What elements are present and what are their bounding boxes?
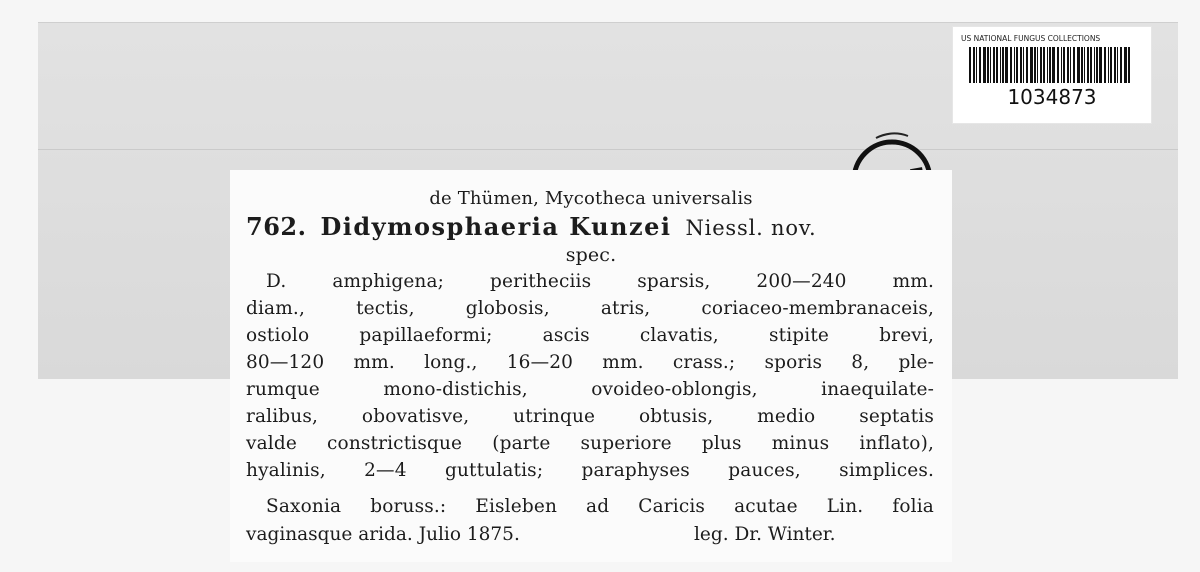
barcode-bars — [969, 47, 1135, 83]
specimen-label — [230, 170, 952, 562]
description-line: rumque mono-distichis, ovoideo-oblongis, inaequilate- — [246, 379, 934, 400]
description-line: valde constrictisque (parte superiore plus minus inflato), — [246, 433, 934, 454]
label-header: de Thümen, Mycotheca universalis — [429, 188, 753, 209]
locality-line: Saxonia boruss.: Eisleben ad Caricis acutae Lin. folia — [266, 496, 934, 517]
collector: leg. Dr. Winter. — [694, 524, 836, 545]
locality-line-end: vaginasque arida. Julio 1875. — [246, 524, 520, 545]
description-line: D. amphigena; peritheciis sparsis, 200—240 mm. — [266, 271, 934, 292]
specimen-number: 762. — [246, 212, 307, 241]
packet-fold-line — [38, 149, 1178, 150]
description-line: ostiolo papillaeformi; ascis clavatis, stipite brevi, — [246, 325, 934, 346]
barcode-collection-name: US NATIONAL FUNGUS COLLECTIONS — [961, 34, 1101, 43]
description-line: 80—120 mm. long., 16—20 mm. crass.; sporis 8, ple- — [246, 352, 934, 373]
barcode-number: 1034873 — [1007, 85, 1097, 109]
description-line: ralibus, obovatisve, utrinque obtusis, medio septatis — [246, 406, 934, 427]
description-line: diam., tectis, globosis, atris, coriaceo-membranaceis, — [246, 298, 934, 319]
label-title — [246, 212, 934, 241]
barcode-label — [952, 26, 1152, 124]
label-spec: spec. — [565, 244, 617, 266]
species-name: Didymosphaeria Kunzei — [320, 212, 672, 241]
description-line: hyalinis, 2—4 guttulatis; paraphyses pauces, simplices. — [246, 460, 934, 481]
species-author: Niessl. nov. — [685, 216, 817, 240]
